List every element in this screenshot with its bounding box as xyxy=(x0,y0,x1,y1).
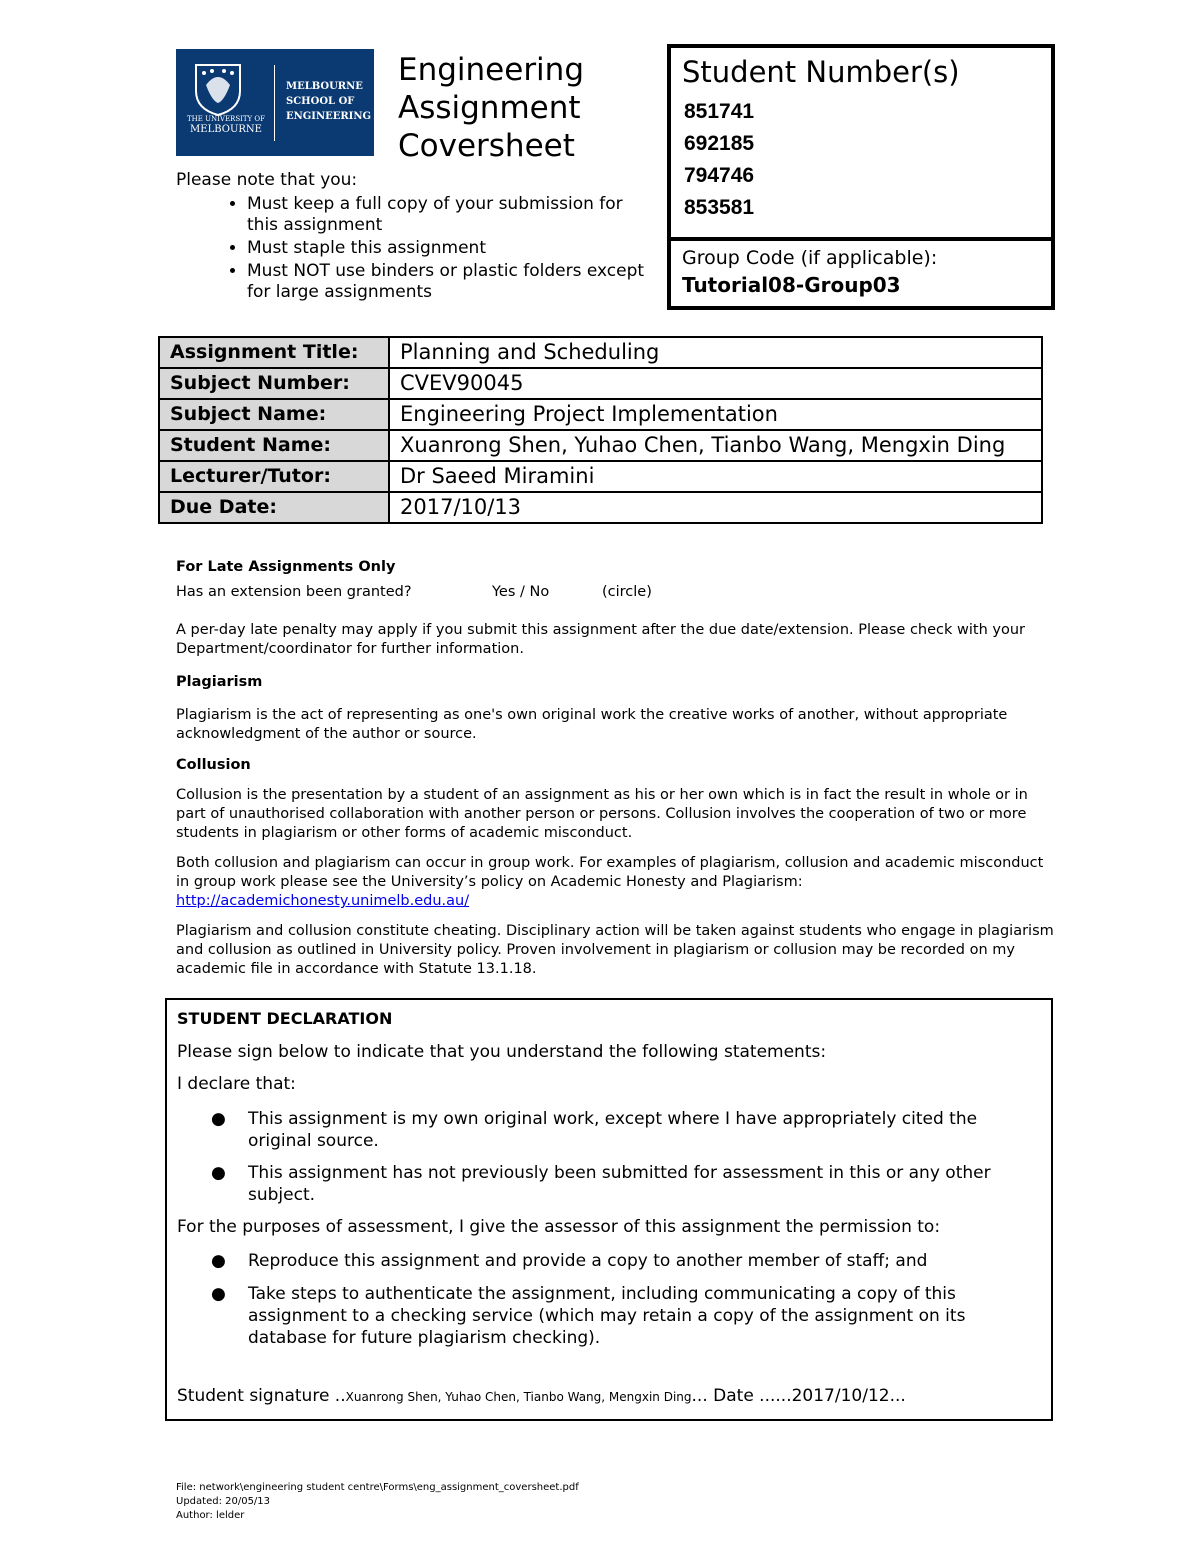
group-code-value: Tutorial08-Group03 xyxy=(682,273,901,297)
row-label: Due Date: xyxy=(159,492,389,523)
bullet-icon: ● xyxy=(211,1109,226,1129)
university-name-main: MELBOURNE xyxy=(190,124,262,135)
date-value[interactable]: 2017/10/12 xyxy=(791,1386,890,1406)
table-row xyxy=(159,399,1042,430)
signature-label: Student signature .. xyxy=(177,1386,346,1406)
student-number: 851741 xyxy=(684,100,755,123)
row-value: Engineering Project Implementation xyxy=(389,399,1042,430)
plagiarism-text: Plagiarism is the act of representing as one's own original work the creative works of another, without appropriate acknowledgment of the author or source. xyxy=(176,707,1008,742)
declaration-statement: This assignment has not previously been submitted for assessment in this or any other subject. xyxy=(248,1163,991,1205)
note-item: • Must staple this assignment xyxy=(247,238,646,259)
university-name-small: THE UNIVERSITY OF xyxy=(186,115,265,123)
note-item: • Must keep a full copy of your submission for this assignment xyxy=(247,194,646,236)
page-title: Engineering Assignment Coversheet xyxy=(398,52,584,164)
row-value: Xuanrong Shen, Yuhao Chen, Tianbo Wang, Mengxin Ding xyxy=(389,430,1042,461)
row-value: CVEV90045 xyxy=(389,368,1042,399)
extension-row xyxy=(176,583,1056,602)
footer-updated: Updated: 20/05/13 xyxy=(176,1496,271,1507)
bullet-icon: ● xyxy=(211,1251,226,1271)
declaration-intro: Please sign below to indicate that you understand the following statements: xyxy=(177,1042,827,1062)
note-intro: Please note that you: xyxy=(176,170,358,190)
table-row xyxy=(159,430,1042,461)
date-label: Date ...... xyxy=(713,1386,792,1406)
collusion-heading: Collusion xyxy=(176,757,251,773)
student-number: 853581 xyxy=(684,196,755,219)
late-penalty-text: A per-day late penalty may apply if you submit this assignment after the due date/extension. Please check with your Department/coordinator for further information. xyxy=(176,622,1025,657)
university-name xyxy=(186,115,266,136)
university-logo xyxy=(176,49,374,156)
student-number-box xyxy=(667,44,1055,310)
student-number: 692185 xyxy=(684,132,755,155)
submission-note xyxy=(176,170,646,305)
student-number-list xyxy=(684,96,754,224)
extension-hint: (circle) xyxy=(602,584,652,600)
declaration-title: STUDENT DECLARATION xyxy=(177,1009,393,1028)
signature-line xyxy=(177,1385,906,1408)
declare-label: I declare that: xyxy=(177,1074,296,1094)
row-value: Dr Saeed Miramini xyxy=(389,461,1042,492)
academic-honesty-link[interactable]: http://academichonesty.unimelb.edu.au/ xyxy=(176,893,470,909)
signature-value[interactable]: Xuanrong Shen, Yuhao Chen, Tianbo Wang, Mengxin Ding xyxy=(345,1390,692,1404)
table-row xyxy=(159,461,1042,492)
student-declaration xyxy=(165,998,1053,1421)
signature-dots: ... xyxy=(691,1386,714,1406)
bullet-icon: ● xyxy=(211,1284,226,1304)
purposes-text: For the purposes of assessment, I give the assessor of this assignment the permission to: xyxy=(177,1217,941,1237)
footer xyxy=(176,1481,579,1523)
crest-icon xyxy=(192,61,244,117)
bullet-icon: ● xyxy=(211,1163,226,1183)
plagiarism-heading: Plagiarism xyxy=(176,674,263,690)
row-value: 2017/10/13 xyxy=(389,492,1042,523)
group-work-text: Both collusion and plagiarism can occur in group work. For examples of plagiarism, collusion and academic misconduct in group work please see the University’s policy on Academic Honesty and Plagiarism: xyxy=(176,855,1044,890)
late-heading: For Late Assignments Only xyxy=(176,559,396,575)
student-number: 794746 xyxy=(684,164,755,187)
table-row xyxy=(159,337,1042,368)
row-value: Planning and Scheduling xyxy=(389,337,1042,368)
footer-file: File: network\engineering student centre\Forms\eng_assignment_coversheet.pdf xyxy=(176,1482,579,1493)
student-number-section xyxy=(671,48,1051,241)
note-item: • Must NOT use binders or plastic folders except for large assignments xyxy=(247,261,646,303)
assignment-info-table xyxy=(158,336,1043,524)
group-code-label: Group Code (if applicable): xyxy=(682,247,938,269)
table-row xyxy=(159,492,1042,523)
logo-divider xyxy=(274,65,275,141)
date-dots: ... xyxy=(889,1386,906,1406)
table-row xyxy=(159,368,1042,399)
extension-options: Yes / No xyxy=(492,584,550,600)
footer-author: Author: lelder xyxy=(176,1510,245,1521)
permission-item: Take steps to authenticate the assignment, including communicating a copy of this assignment to a checking service (which may retain a copy of the assignment on its database for future plagiarism checking). xyxy=(248,1284,966,1348)
row-label: Assignment Title: xyxy=(159,337,389,368)
policy-text xyxy=(176,558,1056,979)
row-label: Subject Name: xyxy=(159,399,389,430)
row-label: Lecturer/Tutor: xyxy=(159,461,389,492)
student-number-label: Student Number(s) xyxy=(682,55,960,89)
cheating-text: Plagiarism and collusion constitute cheating. Disciplinary action will be taken against students who engage in plagiarism and collusion as outlined in University policy. Proven involvement in plagiarism or collusion may be recorded on my academic file in accordance with Statute 13.1.18. xyxy=(176,923,1054,977)
permission-item: Reproduce this assignment and provide a copy to another member of staff; and xyxy=(248,1251,928,1271)
extension-question: Has an extension been granted? xyxy=(176,584,412,600)
school-name: MELBOURNE SCHOOL OF ENGINEERING xyxy=(286,81,372,122)
row-label: Subject Number: xyxy=(159,368,389,399)
declaration-statement: This assignment is my own original work, except where I have appropriately cited the original source. xyxy=(248,1109,978,1151)
note-list xyxy=(176,194,646,303)
collusion-text: Collusion is the presentation by a student of an assignment as his or her own which is in fact the result in whole or in part of unauthorised collaboration with another person or persons. Collusion involves the cooperation of two or more students in plagiarism or other forms of academic misconduct. xyxy=(176,787,1028,841)
row-label: Student Name: xyxy=(159,430,389,461)
